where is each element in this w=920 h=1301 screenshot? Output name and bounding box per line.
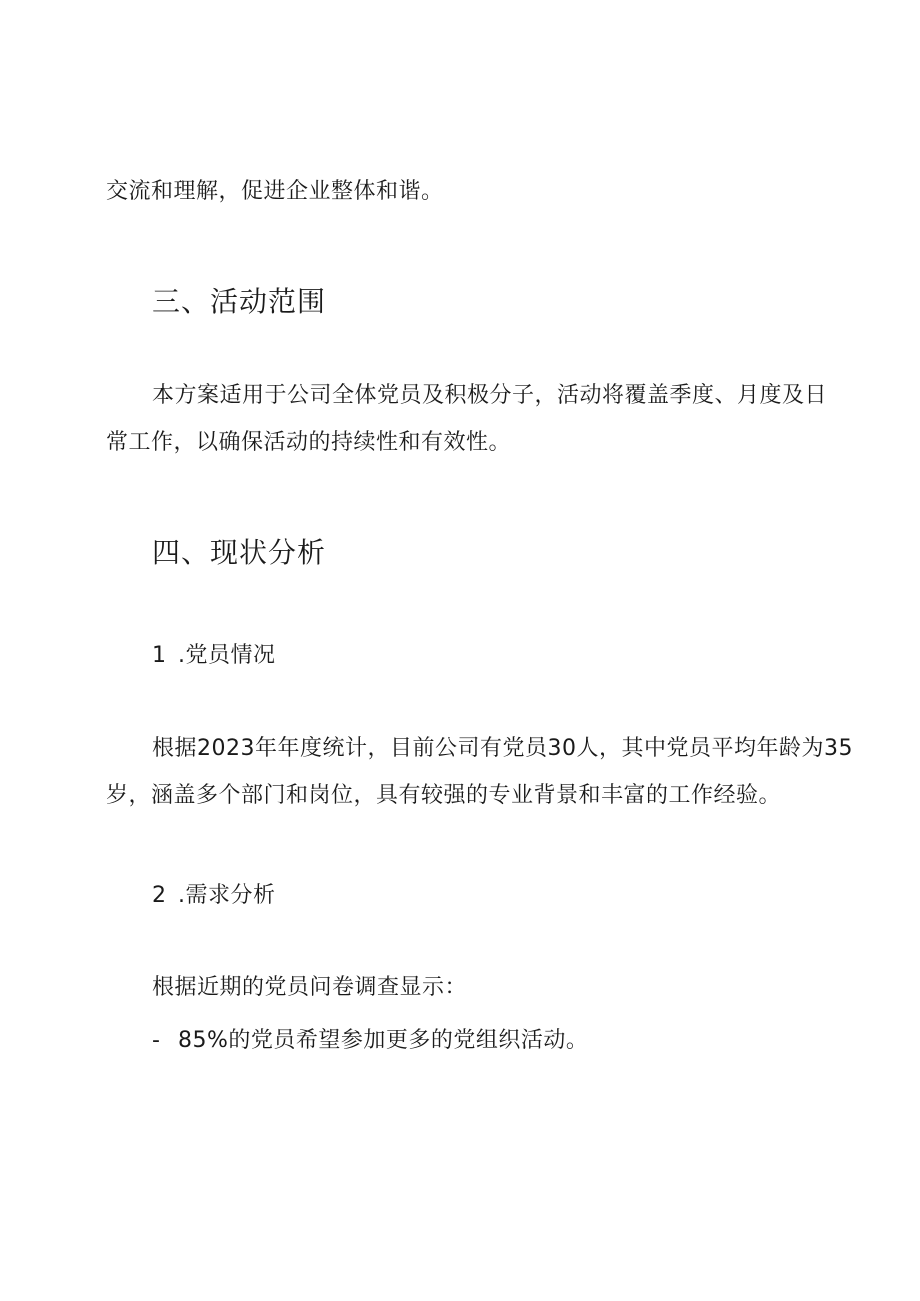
subsection-1-label: .党员情况 bbox=[178, 643, 276, 668]
bullet-item bbox=[152, 1025, 588, 1057]
section-3-paragraph-line-1: 本方案适用于公司全体党员及积极分子，活动将覆盖季度、月度及日 bbox=[152, 383, 828, 408]
intro-paragraph-line: 交流和理解，促进企业整体和谐。 bbox=[106, 179, 444, 204]
subsection-1-title bbox=[152, 640, 276, 672]
bullet-marker: - bbox=[152, 1028, 161, 1053]
subsection-2-number: 2 bbox=[152, 883, 167, 908]
subsection-2-label: .需求分析 bbox=[178, 883, 276, 908]
section-4-heading: 四、现状分析 bbox=[152, 536, 327, 569]
subsection-2-title bbox=[152, 880, 276, 912]
section-3-heading: 三、活动范围 bbox=[152, 285, 327, 318]
section-3-paragraph-line-2: 常工作，以确保活动的持续性和有效性。 bbox=[106, 430, 512, 455]
subsection-1-paragraph-line-2: 岁，涵盖多个部门和岗位，具有较强的专业背景和丰富的工作经验。 bbox=[106, 783, 782, 808]
subsection-1-paragraph-line-1: 根据2023年年度统计，目前公司有党员30人，其中党员平均年龄为35 bbox=[152, 736, 853, 761]
bullet-item-text: 85%的党员希望参加更多的党组织活动。 bbox=[178, 1028, 589, 1053]
subsection-1-number: 1 bbox=[152, 643, 167, 668]
subsection-2-paragraph-line-1: 根据近期的党员问卷调查显示： bbox=[152, 975, 468, 1000]
